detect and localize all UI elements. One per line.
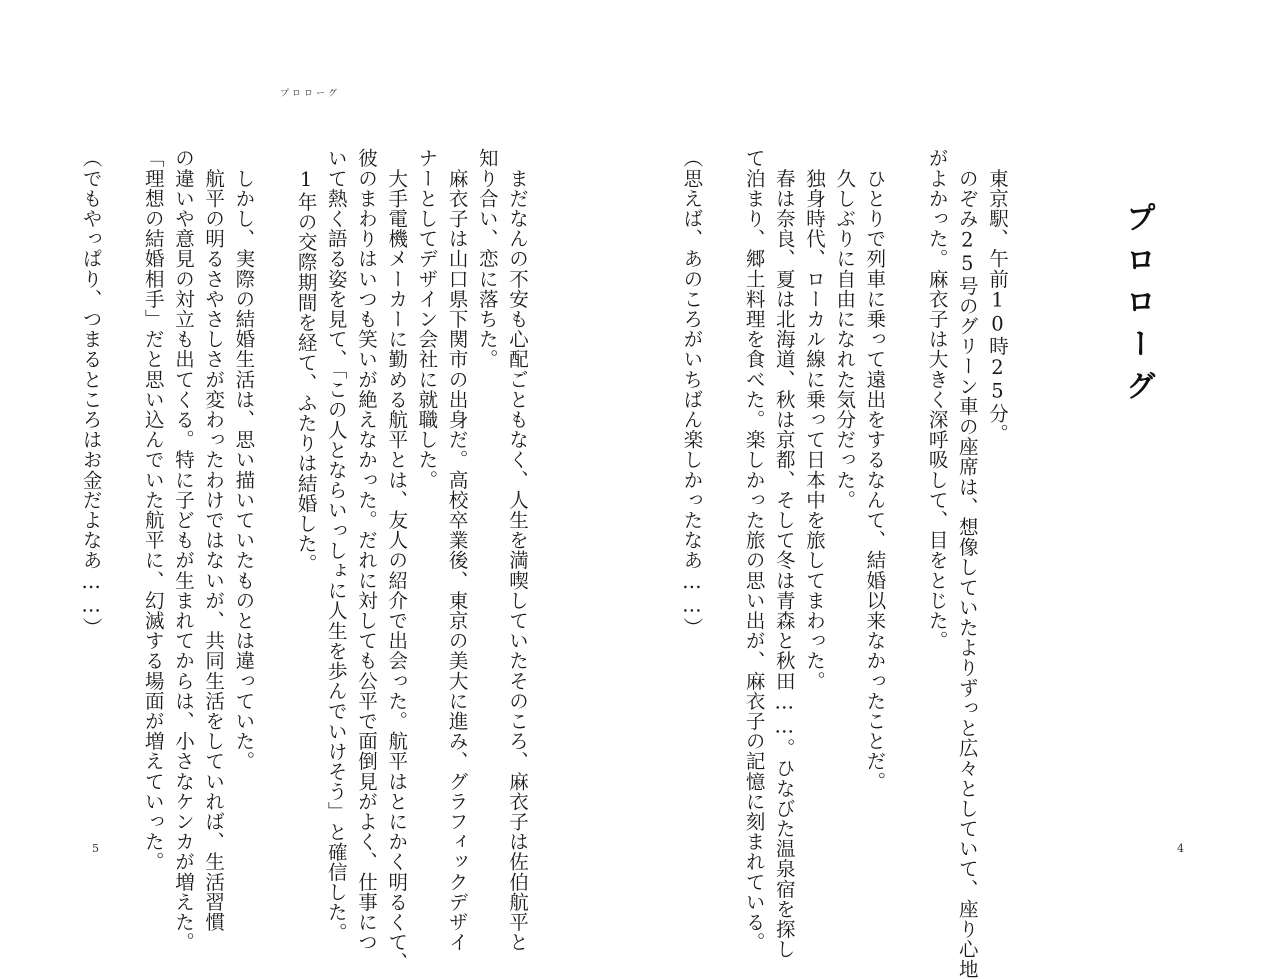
paragraph bbox=[75, 148, 105, 838]
text-line: のぞみ25号のグリーン車の座席は、想像していたよりずっと広々としていて、座り心地 bbox=[955, 148, 979, 979]
text-line: 1年の交際期間を経て、ふたりは結婚した。 bbox=[294, 148, 318, 574]
text-line: がよかった。麻衣子は大きく深呼吸して、目をとじた。 bbox=[925, 148, 949, 651]
page-number: 5 bbox=[92, 842, 99, 855]
text-line: 「理想の結婚相手」だと思い込んでいた航平に、幻滅する場面が増えていった。 bbox=[141, 148, 165, 872]
text-line: ひとりで列車に乗って遠出をするなんて、結婚以来なかったことだ。 bbox=[863, 148, 887, 792]
page-number: 4 bbox=[1177, 842, 1184, 855]
text-line: 知り合い、恋に落ちた。 bbox=[475, 148, 499, 370]
paragraph bbox=[738, 148, 889, 959]
text-line: 久しぶりに自由になれた気分だった。 bbox=[833, 148, 857, 510]
paragraph bbox=[290, 148, 532, 973]
text-line: 独身時代、ローカル線に乗って日本中を旅してまわった。 bbox=[802, 148, 826, 691]
text-line: しかし、実際の結婚生活は、思い描いていたものとは違っていた。 bbox=[232, 148, 256, 772]
paragraph bbox=[921, 148, 1012, 979]
text-line: 航平の明るさやさしさが変わったわけではないが、共同生活をしていれば、生活習慣 bbox=[202, 148, 226, 932]
text-line: 彼のまわりはいつも笑いが絶えなかった。だれに対しても公平で面倒見がよく、仕事につ bbox=[354, 148, 378, 952]
text-line: て泊まり、郷土料理を食べた。楽しかった旅の思い出が、麻衣子の記憶に刻まれている。 bbox=[742, 148, 766, 952]
right-page-body bbox=[676, 148, 1012, 979]
right-page bbox=[640, 0, 1280, 979]
text-line: ナーとしてデザイン会社に就職した。 bbox=[415, 148, 439, 490]
running-head: プロローグ bbox=[280, 89, 341, 99]
text-line: （思えば、あのころがいちばん楽しかったなあ……） bbox=[680, 148, 704, 638]
paragraph bbox=[138, 148, 259, 952]
text-line: 春は奈良、夏は北海道、秋は京都、そして冬は青森と秋田……。ひなびた温泉宿を探し bbox=[772, 148, 796, 959]
chapter-title: プロローグ bbox=[1120, 202, 1155, 412]
text-line: 大手電機メーカーに勤める航平とは、友人の紹介で出会った。航平はとにかく明るくて、 bbox=[385, 148, 409, 973]
text-line: （でもやっぱり、つまるところはお金だよなあ……） bbox=[79, 148, 103, 638]
text-line: 麻衣子は山口県下関市の出身だ。高校卒業後、東京の美大に進み、グラフィックデザイ bbox=[445, 148, 469, 952]
text-line: 東京駅、午前10時25分。 bbox=[986, 148, 1009, 444]
left-page-body bbox=[75, 148, 532, 973]
left-page bbox=[0, 0, 640, 973]
text-line: いて熱く語る姿を見て、「この人とならいっしょに人生を歩んでいけそう」と確信した。 bbox=[324, 148, 348, 943]
text-line: まだなんの不安も心配ごともなく、人生を満喫していたそのころ、麻衣子は佐伯航平と bbox=[506, 148, 529, 952]
paragraph bbox=[676, 148, 706, 838]
text-line: の違いや意見の対立も出てくる。特に子どもが生まれてからは、小さなケンカが増えた。 bbox=[171, 148, 195, 952]
